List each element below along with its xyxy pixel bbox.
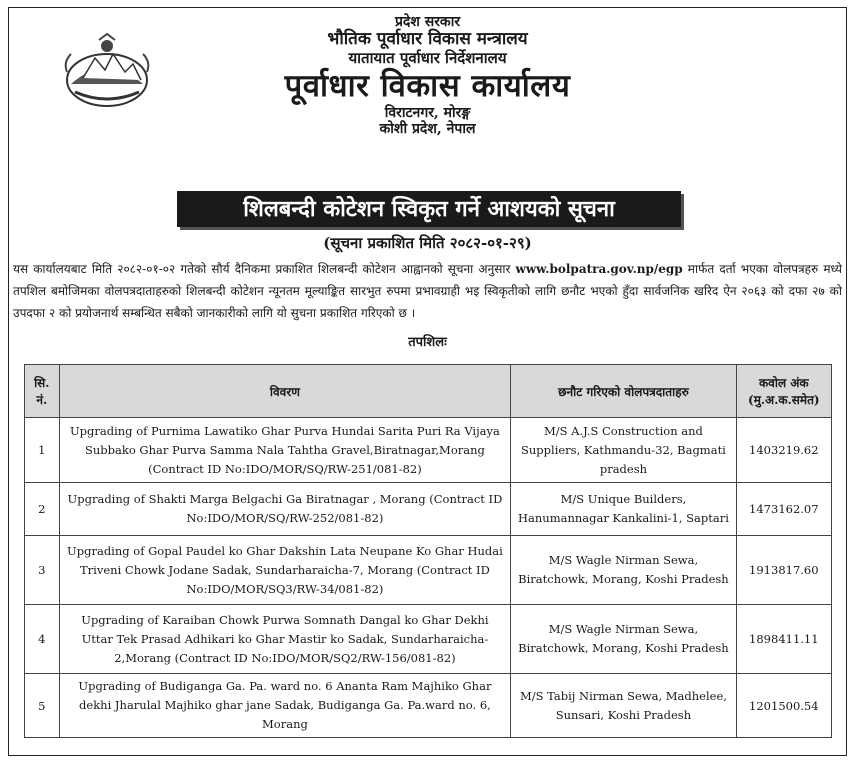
office-name: पूर्वाधार विकास कार्यालय [284,67,571,104]
row-bidder: M/S Unique Builders, Hanumannagar Kankalini-1, Saptari [511,483,736,536]
row-amount: 1913817.60 [736,536,831,605]
notice-body [13,258,842,324]
row-sn: 5 [25,674,60,738]
office-city: विराटनगर, मोरङ्ग [384,104,471,121]
row-description: Upgrading of Purnima Lawatiko Ghar Purva Hundai Sarita Puri Ra Vijaya Subbako Ghar Purva Samma Nala Tahtha Gravel,Biratnagar,Morang (Contract ID No:IDO/MOR/SQ/RW-251/081-82) [59,418,511,483]
table-row [25,605,832,674]
row-sn: 4 [25,605,60,674]
office-header [9,14,846,137]
header-amount: कवोल अंक (मु.अ.क.समेत) [736,365,831,418]
table-row [25,418,832,483]
table-header-row [25,365,832,418]
row-bidder: M/S Tabij Nirman Sewa, Madhelee, Sunsari, Koshi Pradesh [511,674,736,738]
header-bidder: छनौट गरिएको वोलपत्रदाताहरु [511,365,736,418]
row-description: Upgrading of Shakti Marga Belgachi Ga Biratnagar , Morang (Contract ID No:IDO/MOR/SQ/RW-252/081-82) [59,483,511,536]
directorate-name: यातायात पूर्वाधार निर्देशनालय [348,48,507,67]
office-province: कोशी प्रदेश, नेपाल [379,120,476,137]
table-row [25,483,832,536]
bolpatra-url: www.bolpatra.gov.np/egp [515,262,683,276]
row-description: Upgrading of Budiganga Ga. Pa. ward no. 6 Ananta Ram Majhiko Ghar dekhi Jharulal Majhiko ghar jane Sadak, Budiganga Ga. Pa.ward no. 6, Morang [59,674,511,738]
row-amount: 1898411.11 [736,605,831,674]
notice-body-part2: मार्फत दर्ता भएका वोलपत्रहरु मध्ये तपशिल बमोजिमका वोलपत्रदाताहरुको शिलबन्दी कोटेशन न्यूनतम मूल्याङ्कित सारभुत रुपमा प्रभावग्राही भइ स्विकृतीको लागि छनौट भएको हुँदा सार्वजनिक खरिद ऐन २०६३ को दफा २७ को उपदफा २ को प्रयोजनार्थ सम्बन्धित सबैको जानकारीको लागि यो सुचना प्रकाशित गरिएको छ । [13,262,842,320]
row-amount: 1403219.62 [736,418,831,483]
table-row [25,536,832,605]
notice-page [8,7,847,756]
row-amount: 1201500.54 [736,674,831,738]
row-bidder: M/S Wagle Nirman Sewa, Biratchowk, Morang, Koshi Pradesh [511,536,736,605]
header-description: विवरण [59,365,511,418]
details-label: तपशिलः [408,335,447,350]
row-bidder: M/S Wagle Nirman Sewa, Biratchowk, Morang, Koshi Pradesh [511,605,736,674]
row-bidder: M/S A.J.S Construction and Suppliers, Kathmandu-32, Bagmati pradesh [511,418,736,483]
notice-body-part1: यस कार्यालयबाट मिति २०८२-०१-०२ गतेको सौर्य दैनिकमा प्रकाशित शिलबन्दी कोटेशन आह्वानको सूचना अनुसार [13,262,516,276]
row-sn: 2 [25,483,60,536]
table-row [25,674,832,738]
row-sn: 1 [25,418,60,483]
row-amount: 1473162.07 [736,483,831,536]
ministry-name: भौतिक पूर्वाधार विकास मन्त्रालय [327,29,528,50]
row-description: Upgrading of Karaiban Chowk Purwa Somnath Dangal ko Ghar Dekhi Uttar Tek Prasad Adhikari ko Ghar Mastir ko Sadak, Sundarharaicha-2,Morang (Contract ID No:IDO/MOR/SQ2/RW-156/081-82) [59,605,511,674]
row-description: Upgrading of Gopal Paudel ko Ghar Dakshin Lata Neupane Ko Ghar Hudai Triveni Chowk Jodane Sadak, Sundarharaicha-7, Morang (Contract ID No:IDO/MOR/SQ3/RW-34/081-82) [59,536,511,605]
publication-date: (सूचना प्रकाशित मिति २०८२-०१-२९) [323,234,532,252]
header-sn: सि. नं. [25,365,60,418]
government-level: प्रदेश सरकार [394,14,461,30]
notice-title-banner: शिलबन्दी कोटेशन स्विकृत गर्ने आशयको सूचना [177,191,681,227]
row-sn: 3 [25,536,60,605]
tender-table [24,364,832,738]
